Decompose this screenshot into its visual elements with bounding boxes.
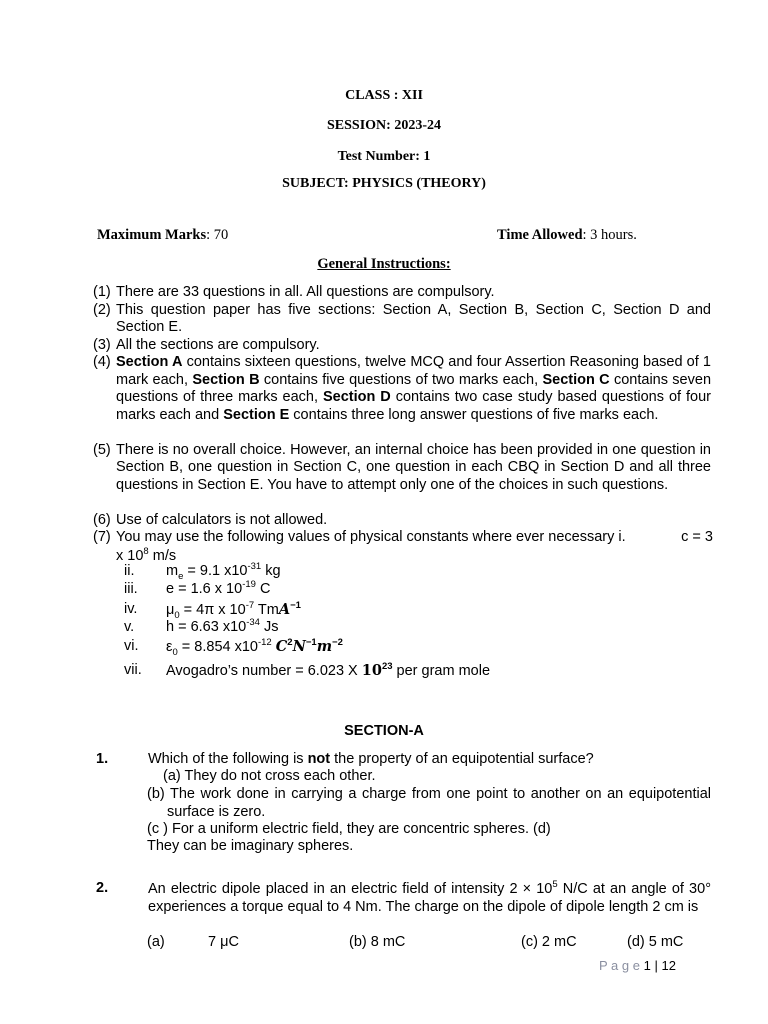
- test-number-heading: Test Number: 1: [337, 149, 431, 164]
- instruction-number: (5): [93, 441, 111, 458]
- general-instructions-title: General Instructions:: [317, 256, 451, 272]
- instruction-text: There are 33 questions in all. All questions are compulsory.: [116, 284, 495, 300]
- math-symbol: m: [316, 638, 333, 655]
- question-2-option-c: (c) 2 mC: [521, 934, 577, 950]
- instruction-number: (4): [93, 354, 111, 370]
- constant-text: Avogadro’s number = 6.023 X: [166, 663, 362, 679]
- instruction-text: All the sections are compulsory.: [116, 336, 320, 353]
- superscript: 5: [552, 879, 558, 891]
- question-2-option-a: [147, 934, 239, 950]
- section-c-ref: Section C: [542, 371, 610, 388]
- instruction-1: [93, 284, 711, 302]
- superscript: -7: [245, 600, 255, 612]
- constant-number: vii.: [124, 662, 142, 678]
- constant-value: [166, 581, 270, 597]
- maximum-marks: [97, 227, 228, 244]
- section-e-ref: Section E: [223, 406, 290, 423]
- class-heading: CLASS : XII: [345, 88, 423, 103]
- math-symbol: N: [292, 638, 306, 655]
- constant-number: vi.: [124, 638, 139, 654]
- constant-text: m: [166, 563, 179, 579]
- superscript: 2: [287, 637, 293, 649]
- instruction-text: Use of calculators is not allowed.: [116, 511, 328, 528]
- superscript: 23: [381, 661, 393, 673]
- instruction-text: [116, 529, 713, 547]
- constant-value: [166, 600, 301, 621]
- superscript: −1: [305, 637, 317, 649]
- instruction-3: [93, 337, 711, 355]
- instruction-7: [93, 529, 713, 565]
- constant-value: [166, 561, 281, 582]
- subscript: 0: [172, 646, 178, 658]
- question-2-text: [148, 880, 711, 916]
- constant-number: iv.: [124, 601, 138, 617]
- superscript: -12: [257, 637, 272, 649]
- constant-text: C: [255, 581, 271, 597]
- page-separator: |: [654, 958, 658, 973]
- question-emphasis: not: [307, 751, 331, 767]
- time-allowed-label: Time Allowed: [497, 227, 583, 243]
- question-1-number: 1.: [96, 751, 109, 767]
- instruction-text: This question paper has five sections: Section A, Section B, Section C, Section D and Section E.: [116, 301, 711, 335]
- constant-text: h = 6.63 x10: [166, 619, 247, 635]
- section-d-ref: Section D: [322, 389, 391, 405]
- constant-number: ii.: [124, 563, 135, 579]
- superscript: −2: [332, 637, 343, 649]
- instruction-number: (6): [93, 511, 111, 528]
- instruction-4: [93, 354, 711, 424]
- subject-heading: SUBJECT: PHYSICS (THEORY): [282, 176, 486, 191]
- maximum-marks-label: Maximum Marks: [97, 227, 207, 243]
- constant-value: [166, 637, 343, 658]
- question-1-option-d: They can be imaginary spheres.: [147, 838, 354, 854]
- instruction-text: [116, 354, 711, 424]
- question-1-option-a: (a) They do not cross each other.: [163, 768, 376, 784]
- section-a-ref: Section A: [116, 354, 183, 370]
- constant-text: Js: [259, 619, 279, 635]
- question-2-option-b: (b) 8 mC: [349, 934, 406, 950]
- subscript: 0: [174, 609, 180, 621]
- option-label: (a): [147, 934, 165, 950]
- speed-of-light-value: c = 3: [681, 529, 713, 545]
- question-1-text: [148, 751, 594, 767]
- constant-text: per gram mole: [392, 663, 491, 679]
- superscript: -31: [247, 561, 262, 573]
- session-heading: SESSION: 2023-24: [327, 118, 441, 133]
- maximum-marks-value: : 70: [206, 227, 229, 243]
- option-value: 7 μC: [208, 934, 239, 950]
- superscript: -34: [246, 617, 260, 629]
- constant-text: Tm: [254, 602, 279, 618]
- time-allowed: [497, 227, 637, 244]
- option-text: (b) The work done in carrying a charge from one point to another on an equipotential surface is zero.: [147, 786, 711, 820]
- instruction-text: There is no overall choice. However, an internal choice has been provided in one question in Section B, one question in Section C, one question in each CBQ in Section D and all three questions in Section E. You have to attempt only one of the choices in such questions.: [116, 441, 711, 493]
- instruction-text-part: contains seven questions of three marks each,: [116, 371, 712, 405]
- math-symbol: C: [275, 638, 288, 655]
- instruction-5: [93, 442, 711, 495]
- instruction-number: (1): [93, 284, 111, 300]
- subscript: e: [178, 570, 184, 582]
- section-b-ref: Section B: [192, 371, 260, 388]
- question-2-option-d: (d) 5 mC: [627, 934, 684, 950]
- instruction-number: (2): [93, 301, 111, 318]
- superscript: 8: [143, 545, 149, 557]
- page-label: P a g e: [599, 958, 640, 973]
- question-text-part: N/C at an angle of 30° experiences a torque equal to 4 Nm. The charge on the dipole of dipole length 2 cm is: [148, 881, 711, 915]
- instruction-2: [93, 302, 711, 337]
- instruction-text-part: m/s: [148, 547, 177, 564]
- instruction-text-part: You may use the following values of physical constants where ever necessary i.: [116, 529, 626, 545]
- instruction-text-part: contains sixteen questions, twelve MCQ and four Assertion Reasoning based of 1 mark each,: [116, 354, 711, 388]
- time-allowed-value: : 3 hours.: [582, 227, 637, 243]
- instruction-text-part: x 10: [116, 547, 144, 564]
- constant-text: = 4π x 10: [179, 602, 246, 618]
- instruction-number: (7): [93, 529, 111, 545]
- instruction-text-part: contains five questions of two marks each,: [259, 371, 543, 388]
- question-text-part: An electric dipole placed in an electric field of intensity 2 × 10: [148, 881, 553, 897]
- superscript: −1: [290, 600, 301, 612]
- constant-value: [166, 619, 278, 635]
- math-symbol: A: [278, 601, 291, 618]
- page-number: 1: [643, 958, 651, 973]
- question-2-number: 2.: [96, 880, 109, 896]
- constant-text: ε: [166, 639, 173, 655]
- math-symbol: 10: [361, 662, 382, 679]
- constant-text: μ: [166, 602, 175, 618]
- constant-number: v.: [124, 619, 135, 635]
- constant-number: iii.: [124, 581, 138, 597]
- constant-value: [166, 662, 490, 679]
- instruction-6: [93, 512, 711, 530]
- constant-text: = 9.1 x10: [183, 563, 248, 579]
- question-1-option-b: [147, 786, 711, 821]
- constant-text: e = 1.6 x 10: [166, 581, 243, 597]
- constant-text: kg: [261, 563, 281, 579]
- page-footer: [599, 958, 676, 973]
- question-text-part: the property of an equipotential surface?: [330, 751, 594, 767]
- question-text-part: Which of the following is: [148, 751, 308, 767]
- constant-text: = 8.854 x10: [177, 639, 258, 655]
- question-1-option-c: (c ) For a uniform electric field, they are concentric spheres. (d): [147, 821, 551, 837]
- instruction-number: (3): [93, 336, 111, 353]
- instruction-text-part: contains three long answer questions of five marks each.: [289, 406, 659, 423]
- instruction-text-part: contains two case study based questions of four marks each and: [116, 389, 711, 423]
- section-a-title: SECTION-A: [344, 723, 424, 739]
- page-total: 12: [661, 958, 676, 973]
- superscript: -19: [242, 579, 256, 591]
